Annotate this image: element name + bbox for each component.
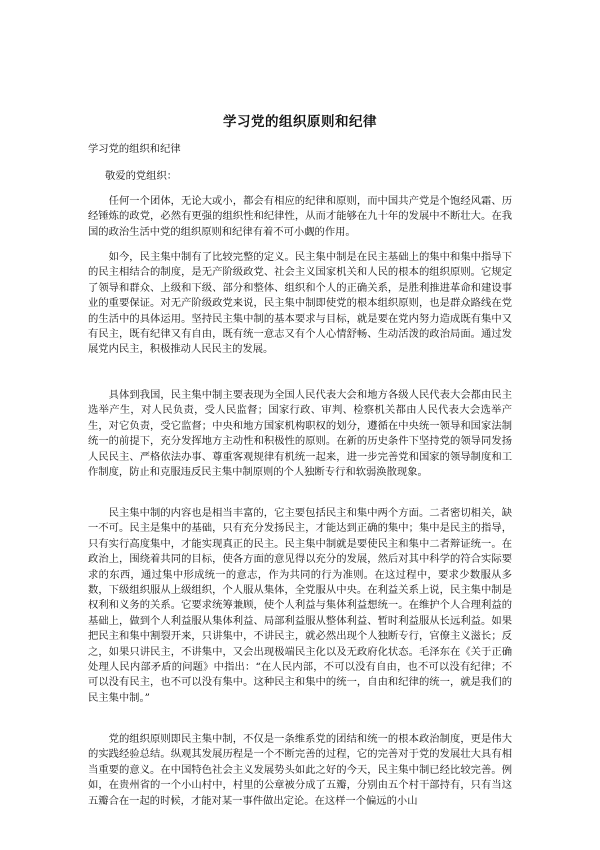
document-subtitle: 学习党的组织和纪律 <box>88 143 181 155</box>
paragraph-4: 民主集中制的内容也是相当丰富的，它主要包括民主和集中两个方面。二者密切相关，缺一不可。民主是集中的基础，只有充分发扬民主，才能达到正确的集中；集中是民主的指导，只有实行高度集中，才能实现真正的民主。民主集中制就是要使民主和集中二者辩证统一。在政治上，围绕着共同的目标，使各方面的意见得以充分的发展，然后对其中科学的符合实际要求的东西，通过集中形成统一的意志，作为共同的行为准则。在这过程中，要求少数服从多数，下级组织服从上级组织，个人服从集体，全党服从中央。在利益关系上说，民主集中制是权利和义务的关系。它要求统筹兼顾，使个人利益与集体利益想统一。在维护个人合理利益的基础上，做到个人利益服从集体利益、局部利益服从整体利益、暂时利益服从长远利益。如果把民主和集中割裂开来，只讲集中，不讲民主，就必然出现个人独断专行，官僚主义滋长；反之，如果只讲民主，不讲集中，又会出现极端民主化以及无政府化状态。毛泽东在《关于正确处理人民内部矛盾的问题》中指出：“在人民内部，不可以没有自由，也不可以没有纪律；不可以没有民主，也不可以没有集中。这种民主和集中的统一，自由和纪律的统一，就是我们的民主集中制。” <box>88 507 512 704</box>
paragraph-5: 党的组织原则即民主集中制，不仅是一条维系党的团结和统一的根本政治制度，更是伟大的实践经验总结。纵观其发展历程是一个不断完善的过程，它的完善对于党的发展壮大具有相当重要的意义。在中国特色社会主义发展势头如此之好的今天，民主集中制已经比较完善。例如，在贵州省的一个小山村中，村里的公章被分成了五瓣，分别由五个村干部持有，只有当这五瓣合在一起的时候，才能对某一事件做出定论。在这样一个偏远的小山 <box>88 733 512 807</box>
paragraph-2: 如今，民主集中制有了比较完整的定义。民主集中制是在民主基础上的集中和集中指导下的民主相结合的制度，是无产阶级政党、社会主义国家机关和人民的根本的组织原则。它规定了领导和群众、上级和下级、部分和整体、组织和个人的正确关系，是胜利推进革命和建设事业的重要保证。对无产阶级政党来说，民主集中制即使党的根本组织原则，也是群众路线在党的生活中的具体运用。坚持民主集中制的基本要求与目标，就是要在党内努力造成既有集中又有民主，既有纪律又有自由，既有统一意志又有个人心情舒畅、生动活泼的政治局面。通过发展党内民主，积极推动人民民主的发展。 <box>88 251 512 356</box>
salutation: 敬爱的党组织： <box>105 170 178 182</box>
paragraph-1: 任何一个团体，无论大或小，都会有相应的纪律和原则，而中国共产党是个饱经风霜、历经锤炼的政党，必然有更强的组织性和纪律性，从而才能够在九十年的发展中不断壮大。在我国的政治生活中党的组织原则和纪律有着不可小觑的作用。 <box>88 195 512 238</box>
paragraph-3: 具体到我国，民主集中制主要表现为全国人民代表大会和地方各级人民代表大会都由民主选举产生，对人民负责，受人民监督；国家行政、审判、检察机关都由人民代表大会选举产生，对它负责，受它监督；中央和地方国家机构职权的划分，遵循在中央统一领导和国家法制统一的前提下，充分发挥地方主动性和积极性的原则。在新的历史条件下坚持党的领导同发扬人民民主、严格依法办事、尊重客观规律有机统一起来，进一步完善党和国家的领导制度和工作制度，防止和克服违反民主集中制原则的个人独断专行和软弱涣散现象。 <box>88 389 512 479</box>
document-title: 学习党的组织原则和纪律 <box>223 114 377 130</box>
